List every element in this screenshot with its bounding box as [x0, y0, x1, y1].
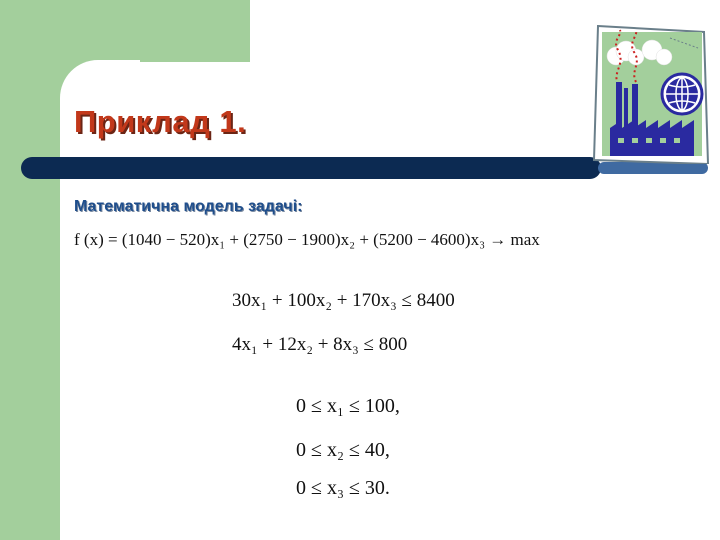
top-green-block — [60, 0, 250, 62]
page-title: Приклад 1. — [74, 104, 247, 139]
constraint-2: 4x₁ + 12x₂ + 8x₃ ≤ 800 — [232, 334, 408, 355]
title-divider — [21, 157, 601, 179]
bound-x3: 0 ≤ x₃ ≤ 30. — [296, 477, 390, 499]
bound-x2: 0 ≤ x₂ ≤ 40, — [296, 439, 390, 461]
factory-globe-icon — [592, 24, 710, 164]
constraint-1: 30x₁ + 100x₂ + 170x₃ ≤ 8400 — [232, 290, 455, 311]
bound-x1: 0 ≤ x₁ ≤ 100, — [296, 395, 400, 417]
left-green-bar — [0, 0, 60, 540]
section-subtitle: Математична модель задачі: — [74, 198, 303, 215]
objective-function: f (x) = (1040 − 520)x₁ + (2750 − 1900)x₂ + (5200 − 4600)x₃ → max — [74, 230, 540, 249]
